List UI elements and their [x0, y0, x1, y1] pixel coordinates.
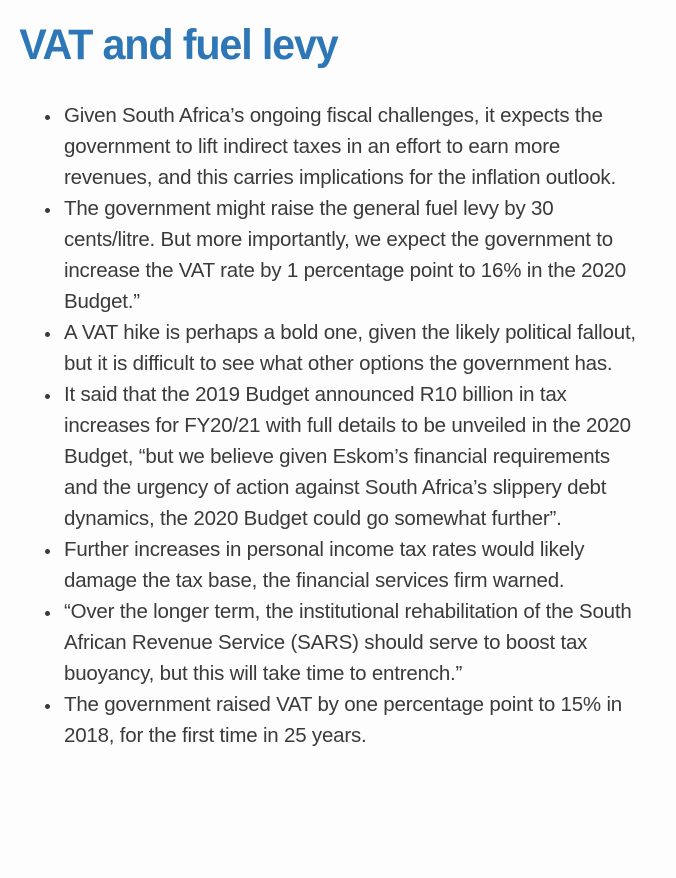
bullet-item: • A VAT hike is perhaps a bold one, given the likely political fallout, but it is difficult to see what other options the government has. — [62, 317, 644, 379]
page-title: VAT and fuel levy — [19, 21, 338, 69]
bullet-item: • “Over the longer term, the institutional rehabilitation of the South African Revenue Service (SARS) should serve to boost tax buoyancy, but this will take time to entrench.” — [62, 596, 644, 689]
bullet-item: • Further increases in personal income tax rates would likely damage the tax base, the financial services firm warned. — [62, 534, 644, 596]
bullet-item: • The government might raise the general fuel levy by 30 cents/litre. But more importantly, we expect the government to increase the VAT rate by 1 percentage point to 16% in the 2020 Budget.” — [62, 193, 644, 317]
bullet-list — [0, 100, 646, 751]
bullet-item: • Given South Africa’s ongoing fiscal challenges, it expects the government to lift indirect taxes in an effort to earn more revenues, and this carries implications for the inflation outlook. — [62, 100, 644, 193]
bullet-item: • It said that the 2019 Budget announced R10 billion in tax increases for FY20/21 with full details to be unveiled in the 2020 Budget, “but we believe given Eskom’s financial requirements and the urgency of action against South Africa’s slippery debt dynamics, the 2020 Budget could go somewhat further”. — [62, 379, 644, 534]
bullet-item: • The government raised VAT by one percentage point to 15% in 2018, for the first time in 25 years. — [62, 689, 644, 751]
